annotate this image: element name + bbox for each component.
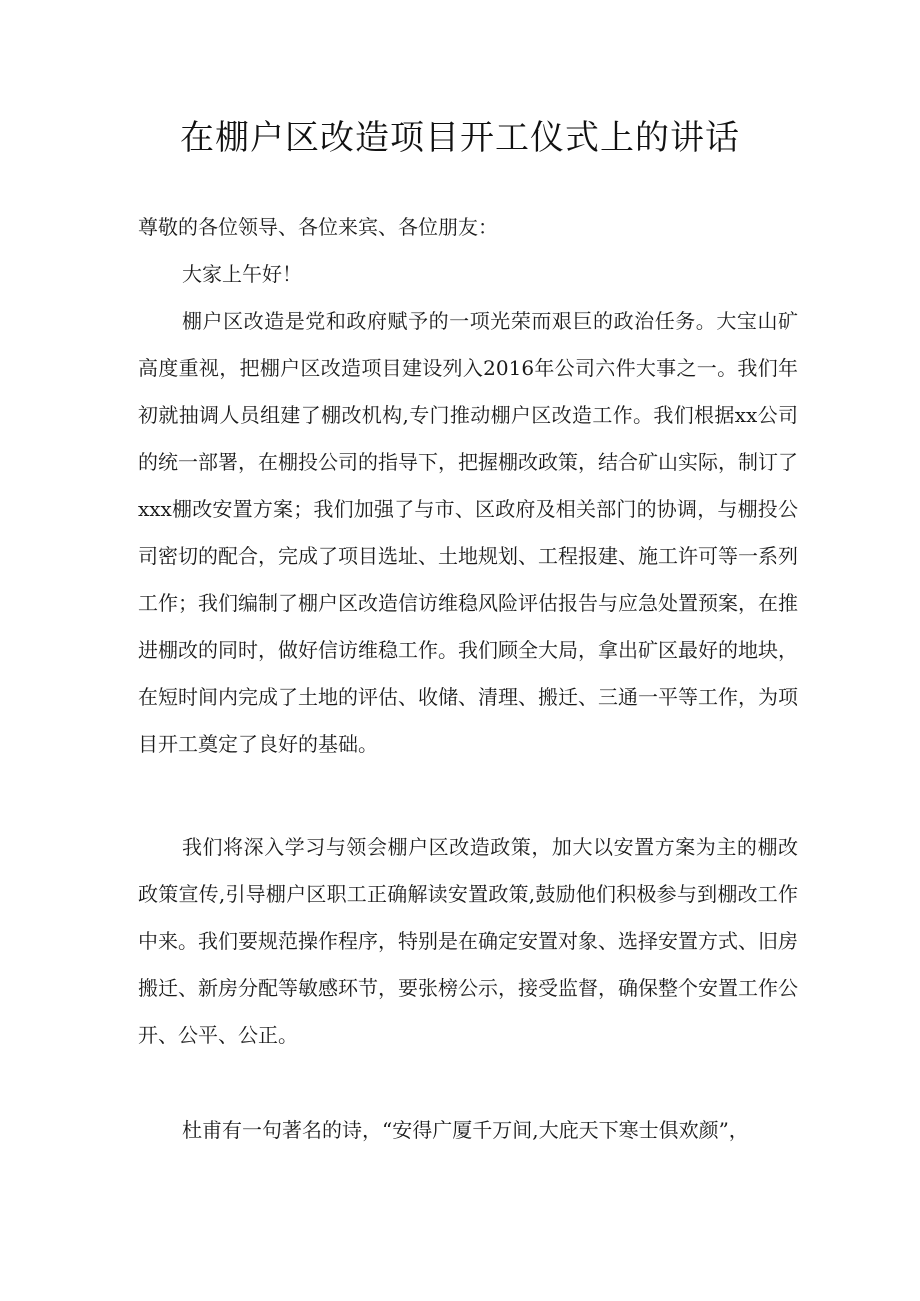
greeting: 大家上午好！ <box>182 262 302 286</box>
paragraph-1: 棚户区改造是党和政府赋予的一项光荣而艰巨的政治任务。大宝山矿高度重视，把棚户区改造项目建设列入2016年公司六件大事之一。我们年初就抽调人员组建了棚改机构,专门推动棚户区改造工作。我们根据xx公司的统一部署，在棚投公司的指导下，把握棚改政策，结合矿山实际，制订了xxx棚改安置方案；我们加强了与市、区政府及相关部门的协调，与棚投公司密切的配合，完成了项目选址、土地规划、工程报建、施工许可等一系列工作；我们编制了棚户区改造信访维稳风险评估报告与应急处置预案，在推进棚改的同时，做好信访维稳工作。我们顾全大局，拿出矿区最好的地块，在短时间内完成了土地的评估、收储、清理、搬迁、三通一平等工作，为项目开工奠定了良好的基础。 <box>138 309 798 756</box>
paragraph-2: 我们将深入学习与领会棚户区改造政策，加大以安置方案为主的棚改政策宣传,引导棚户区职工正确解读安置政策,鼓励他们积极参与到棚改工作中来。我们要规范操作程序，特别是在确定安置对象、选择安置方式、旧房搬迁、新房分配等敏感环节，要张榜公示，接受监督，确保整个安置工作公开、公平、公正。 <box>138 835 798 1047</box>
document-title: 在棚户区改造项目开工仪式上的讲话 <box>180 118 740 158</box>
salutation: 尊敬的各位领导、各位来宾、各位朋友： <box>138 215 498 239</box>
paragraph-3: 杜甫有一句著名的诗，“安得广厦千万间,大庇天下寒士俱欢颜”， <box>182 1118 749 1142</box>
